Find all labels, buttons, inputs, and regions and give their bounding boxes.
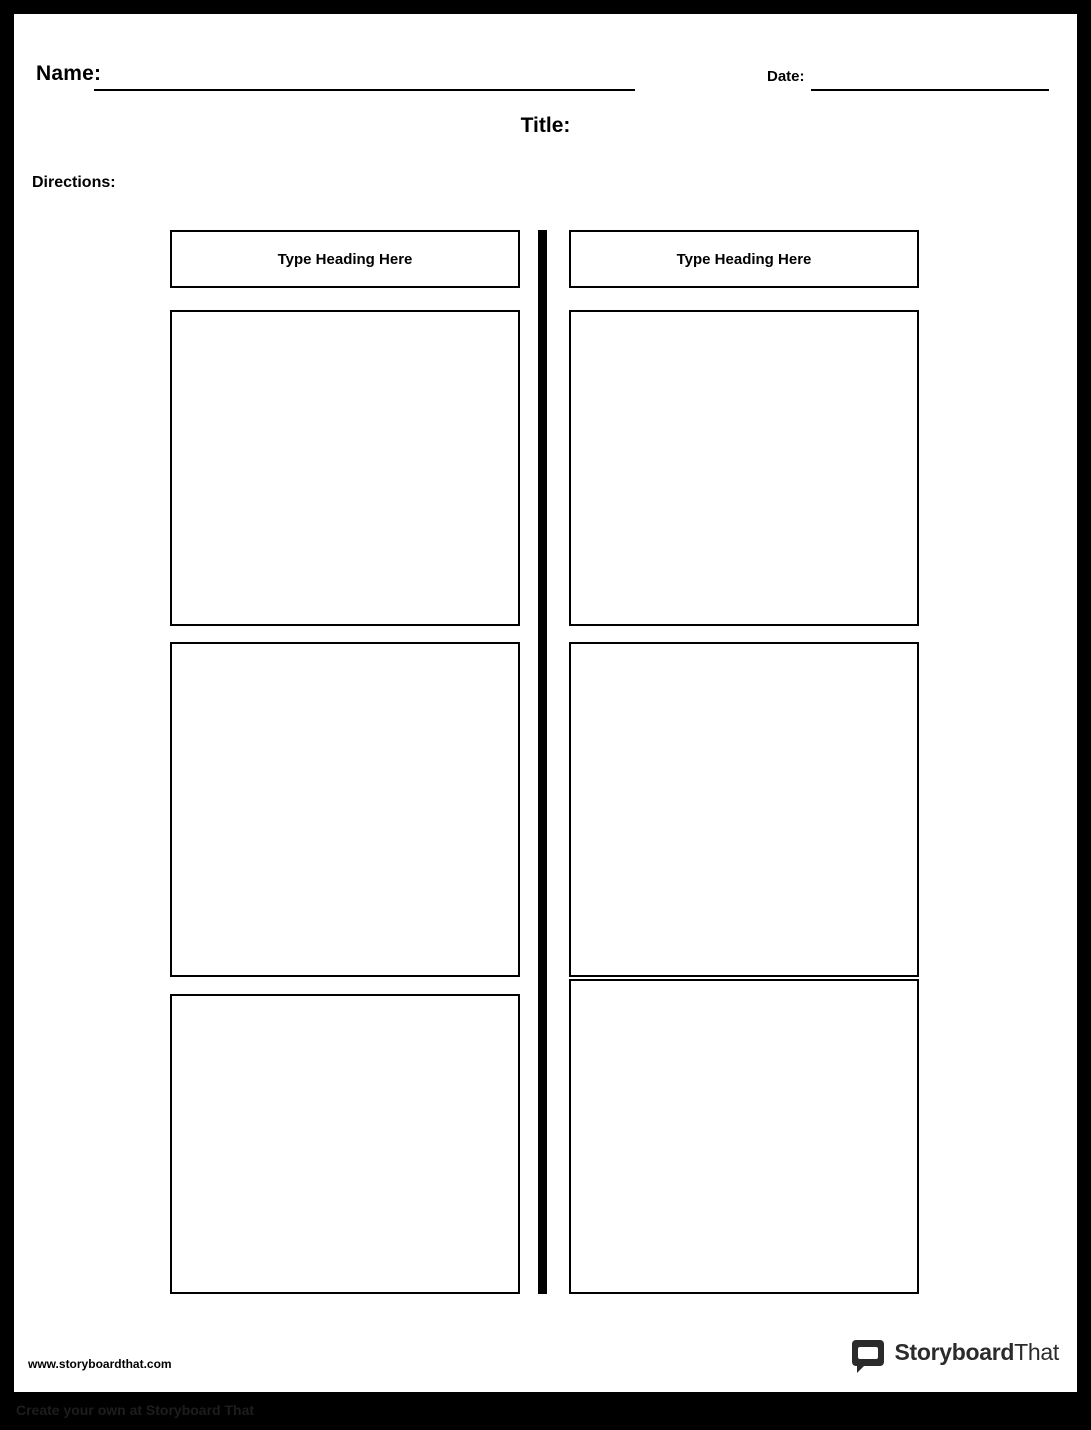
title-label[interactable]: Title: — [520, 114, 571, 137]
brand-logo — [852, 1339, 1059, 1366]
column-left-heading-text: Type Heading Here — [277, 250, 413, 268]
bottom-strip — [0, 1400, 1091, 1430]
chart-grid — [14, 214, 1077, 1294]
column-left-heading-box[interactable] — [170, 230, 520, 288]
column-right-cell-2[interactable] — [569, 642, 919, 977]
brand-name-first: Storyboard — [894, 1339, 1015, 1365]
speech-bubble-inner — [858, 1347, 878, 1359]
footer-url[interactable]: www.storyboardthat.com — [28, 1357, 172, 1371]
column-right-heading-box[interactable] — [569, 230, 919, 288]
bottom-strip-text: Create your own at Storyboard That — [16, 1402, 255, 1418]
date-label: Date: — [767, 68, 805, 85]
column-left-cell-2[interactable] — [170, 642, 520, 977]
speech-bubble-icon — [852, 1340, 884, 1366]
column-left-cell-3[interactable] — [170, 994, 520, 1294]
name-input-line[interactable] — [94, 89, 635, 91]
brand-name-second: That — [1014, 1339, 1059, 1365]
column-right-heading-text: Type Heading Here — [676, 250, 812, 268]
brand-name — [894, 1339, 1059, 1366]
name-label: Name: — [36, 62, 102, 85]
column-divider — [538, 230, 547, 1294]
directions-label[interactable]: Directions: — [32, 174, 116, 191]
column-right-cell-1[interactable] — [569, 310, 919, 626]
column-left-cell-1[interactable] — [170, 310, 520, 626]
worksheet-page — [14, 14, 1077, 1392]
header-row — [14, 54, 1077, 94]
date-input-line[interactable] — [811, 89, 1049, 91]
column-right-cell-3[interactable] — [569, 979, 919, 1294]
